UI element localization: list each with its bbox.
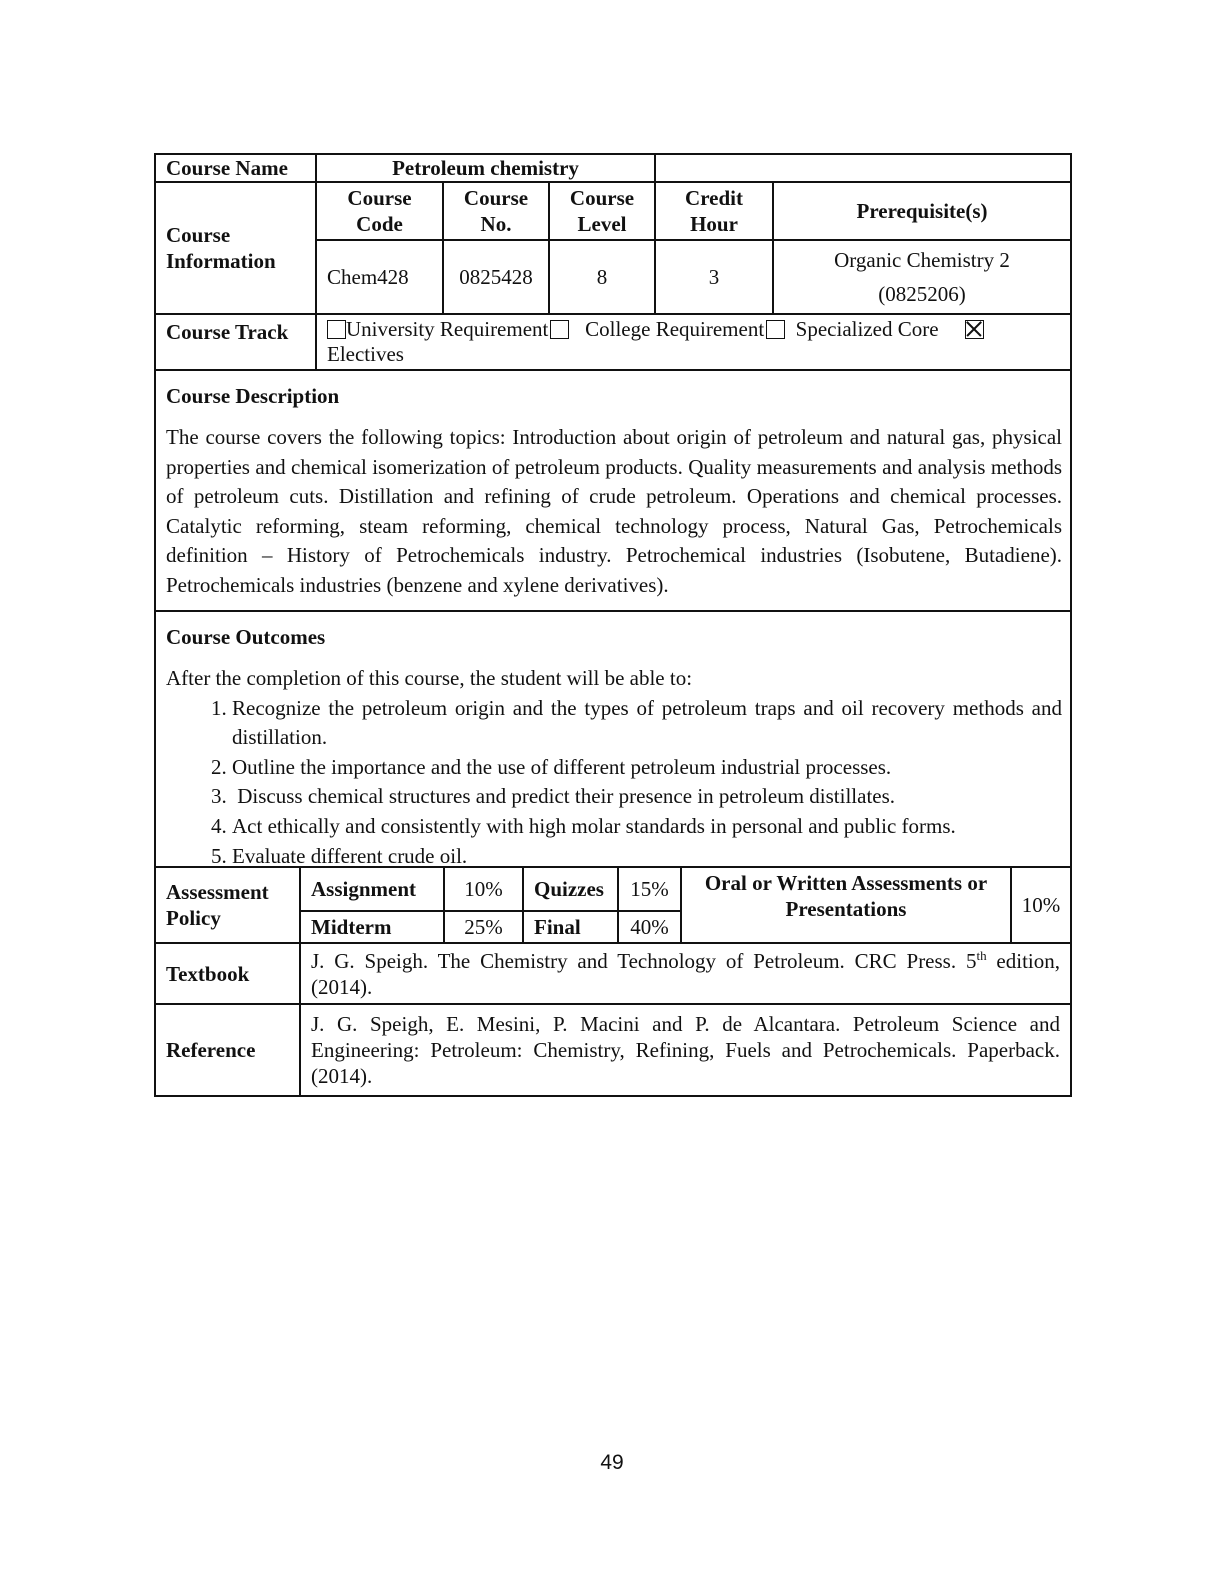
course-level-value: 8 [549,240,655,314]
course-description-text: The course covers the following topics: Introduction about origin of petroleum and natural gas, physical properties and chemical isomerization of petroleum products. Quality measurements and analysis methods of petroleum cuts. Distillation and refining of crude petroleum. Operations and chemical processes. Catalytic reforming, steam reforming, chemical technology process, Natural Gas, Petrochemicals definition – History of Petrochemicals industry. Petrochemical industries (Isobutene, Butadiene). Petrochemicals industries (benzene and xylene derivatives). [166,425,1063,597]
quizzes-label: Quizzes [523,867,618,911]
specialized-core-label: Specialized Core [795,317,939,341]
reference-row [155,1004,1071,1096]
reference-text: J. G. Speigh, E. Mesini, P. Macini and P. de Alcantara. Petroleum Science and Engineering: Petroleum: Chemistry, Refining, Fuels and Petrochemicals. Paperback. (2014). [300,1004,1071,1096]
outcome-item: 2. Outline the importance and the use of different petroleum industrial processes. [232,753,1062,783]
outcome-item: 4. Act ethically and consistently with high molar standards in personal and public forms. [232,812,1062,842]
university-requirement-label: University Requirement [346,317,549,341]
assignment-label: Assignment [300,867,444,911]
prerequisite-value [773,240,1071,314]
course-info-header-row [155,182,1071,240]
assessment-policy-label-line1: Assessment [166,880,269,904]
college-requirement-label: College Requirement [585,317,765,341]
course-code-header: Course Code [316,182,443,240]
textbook-label: Textbook [155,943,300,1004]
midterm-value: 25% [444,911,523,943]
assessment-policy-label [155,867,300,943]
university-requirement-checkbox[interactable] [327,320,346,339]
course-name-label: Course Name [155,154,316,182]
credit-hour-header: Credit Hour [655,182,773,240]
course-track-options [316,314,1071,370]
course-description-cell [155,370,1071,611]
page-number: 49 [600,1451,624,1474]
final-label: Final [523,911,618,943]
outcome-item: 1. Recognize the petroleum origin and the types of petroleum traps and oil recovery methods and distillation. [232,694,1062,753]
electives-label: Electives [327,342,404,366]
course-outcomes-row [155,611,1071,879]
midterm-label: Midterm [300,911,444,943]
course-description-row [155,370,1071,611]
assessment-and-references-table [154,866,1072,1097]
textbook-row [155,943,1071,1004]
outcome-item: 3. Discuss chemical structures and predict their presence in petroleum distillates. [232,782,1062,812]
course-outcomes-cell [155,611,1071,879]
oral-assessment-value: 10% [1011,867,1071,943]
course-information-label-line1: Course [166,223,231,247]
course-track-row [155,314,1071,370]
course-outcomes-intro: After the completion of this course, the student will be able to: [166,666,693,690]
course-name-row [155,154,1071,182]
college-requirement-checkbox[interactable] [550,320,569,339]
course-description-title: Course Description [166,384,340,408]
specialized-core-checkbox[interactable] [766,320,785,339]
assignment-value: 10% [444,867,523,911]
textbook-text: J. G. Speigh. The Chemistry and Technology of Petroleum. CRC Press. 5th edition, (2014). [300,943,1071,1004]
course-outcomes-list [166,694,1062,872]
course-outcomes-title: Course Outcomes [166,625,326,649]
course-code-value: Chem428 [316,240,443,314]
prerequisite-header: Prerequisite(s) [773,182,1071,240]
prerequisite-name: Organic Chemistry 2 [834,248,1010,272]
course-level-header: Course Level [549,182,655,240]
course-information-label [155,182,316,314]
credit-hour-value: 3 [655,240,773,314]
course-name-value: Petroleum chemistry [316,154,655,182]
oral-assessment-label: Oral or Written Assessments or Presentations [681,867,1011,943]
course-no-value: 0825428 [443,240,549,314]
final-value: 40% [618,911,681,943]
electives-checkbox-checked[interactable] [965,320,984,339]
course-name-empty-cell [655,154,1071,182]
assessment-row-1 [155,867,1071,911]
course-information-label-line2: Information [166,249,276,273]
course-track-label: Course Track [155,314,316,370]
quizzes-value: 15% [618,867,681,911]
course-spec-table [154,153,1072,879]
reference-label: Reference [155,1004,300,1096]
outcome-item: 5. Evaluate different crude oil. [232,842,1062,872]
course-no-header: Course No. [443,182,549,240]
prerequisite-code: (0825206) [878,282,966,306]
assessment-policy-label-line2: Policy [166,906,221,930]
